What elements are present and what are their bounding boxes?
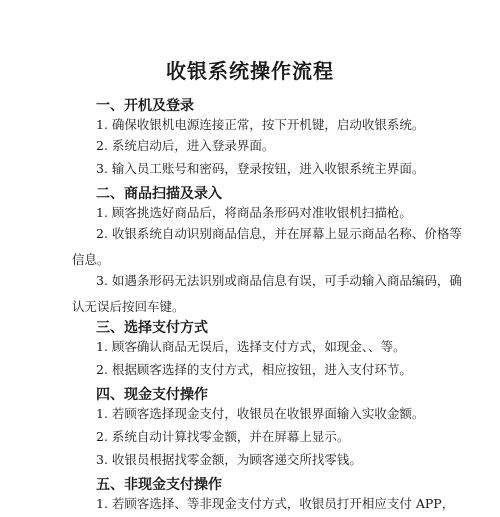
section-2-item-1: 1. 顾客挑选好商品后，将商品条形码对准收银机扫描枪。 (96, 205, 412, 220)
section-5-item-1: 1. 若顾客选择、等非现金支付方式，收银员打开相应支付 APP， (96, 496, 455, 511)
section-3-item-1: 1. 顾客确认商品无误后，选择支付方式，如现金、、等。 (96, 339, 406, 354)
section-2-item-3: 3. 如遇条形码无法识别或商品信息有误，可手动输入商品编码，确认无误后按回车键。 (72, 273, 462, 314)
section-3-item-2: 2. 根据顾客选择的支付方式，相应按钮，进入支付环节。 (96, 362, 412, 377)
section-heading-scan-entry: 二、商品扫描及录入 (96, 186, 222, 202)
section-2-item-2: 2. 收银系统自动识别商品信息，并在屏幕上显示商品名称、价格等信息。 (72, 226, 462, 267)
section-4-item-2: 2. 系统自动计算找零金额，并在屏幕上显示。 (96, 429, 350, 444)
section-1-item-2: 2. 系统启动后，进入登录界面。 (96, 138, 275, 153)
section-heading-payment-method: 三、选择支付方式 (96, 320, 208, 336)
section-heading-noncash-payment: 五、非现金支付操作 (96, 477, 222, 493)
document-title: 收银系统操作流程 (166, 59, 334, 83)
section-heading-cash-payment: 四、现金支付操作 (96, 387, 208, 403)
section-4-item-3: 3. 收银员根据找零金额，为顾客递交所找零钱。 (96, 452, 362, 467)
section-4-item-1: 1. 若顾客选择现金支付，收银员在收银界面输入实收金额。 (96, 406, 425, 421)
section-1-item-3: 3. 输入员工账号和密码，登录按钮，进入收银系统主界面。 (96, 161, 425, 176)
section-heading-startup-login: 一、开机及登录 (96, 98, 194, 114)
section-1-item-1: 1. 确保收银机电源连接正常，按下开机键，启动收银系统。 (96, 117, 425, 132)
